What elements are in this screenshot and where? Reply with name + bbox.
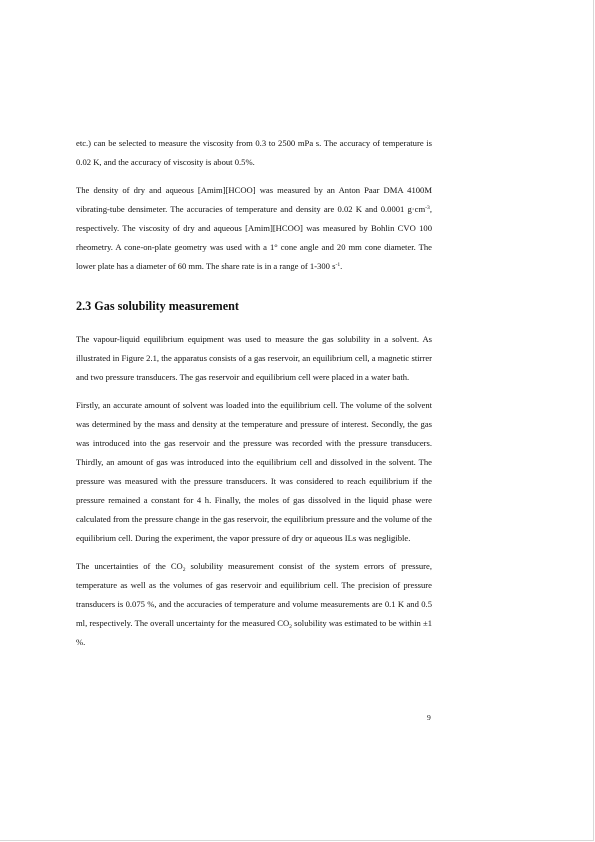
- text-fragment: solubility measurement consist of the system errors of pressure, temperature as well as the volumes of gas reservoir and equilibrium cell. The precision of pressure transducers is 0.075 %, and the accuracies of temperature and volume measurements are 0.1 K and 0.5 ml, respectively. The overall uncertainty for the measured CO: [76, 561, 432, 628]
- subscript: 2: [182, 567, 186, 573]
- text-fragment: solubility was estimated to be within ±1 %.: [76, 618, 432, 647]
- text-fragment: , respectively. The viscosity of dry and aqueous [Amim][HCOO] was measured by Bohlin CVO 100 rheometry. A cone-on-plate geometry was used with a 1° cone angle and 20 mm cone diameter. The lower plate has a diameter of 60 mm. The share rate is in a range of 1-300 s: [76, 204, 432, 271]
- paragraph-viscosity-range: etc.) can be selected to measure the viscosity from 0.3 to 2500 mPa s. The accuracy of temperature is 0.02 K, and the accuracy of viscosity is about 0.5%.: [76, 138, 432, 167]
- paragraph-procedure: Firstly, an accurate amount of solvent was loaded into the equilibrium cell. The volume of the solvent was determined by the mass and density at the temperature and pressure of interest. Secondly, the gas was introduced into the gas reservoir and the pressure was recorded with the pressure transducers. Thirdly, an amount of gas was introduced into the equilibrium cell and dissolved in the solvent. The pressure was measured with the pressure transducers. It was considered to reach equilibrium if the pressure remained a constant for 4 h. Finally, the moles of gas dissolved in the liquid phase were calculated from the pressure change in the gas reservoir, the equilibrium pressure and the volume of the equilibrium cell. During the experiment, the vapor pressure of dry or aqueous ILs was negligible.: [76, 400, 432, 543]
- superscript: -3: [425, 204, 430, 211]
- page-number: 9: [427, 713, 431, 722]
- paragraph-density-viscosity-method: [76, 181, 432, 276]
- paragraph-apparatus: The vapour-liquid equilibrium equipment was used to measure the gas solubility in a solvent. As illustrated in Figure 2.1, the apparatus consists of a gas reservoir, an equilibrium cell, a magnetic stirrer and two pressure transducers. The gas reservoir and equilibrium cell were placed in a water bath.: [76, 334, 432, 382]
- superscript: -1: [335, 261, 341, 268]
- section-heading: 2.3 Gas solubility measurement: [76, 299, 239, 313]
- page-content: [76, 134, 432, 652]
- text-fragment: .: [340, 261, 343, 271]
- paragraph-uncertainties: [76, 557, 432, 652]
- text-fragment: The density of dry and aqueous [Amim][HCOO] was measured by an Anton Paar DMA 4100M vibrating-tube densimeter. The accuracies of temperature and density are 0.02 K and 0.0001 g·cm: [76, 185, 432, 214]
- text-fragment: The uncertainties of the CO: [76, 561, 183, 571]
- subscript: 2: [289, 624, 292, 630]
